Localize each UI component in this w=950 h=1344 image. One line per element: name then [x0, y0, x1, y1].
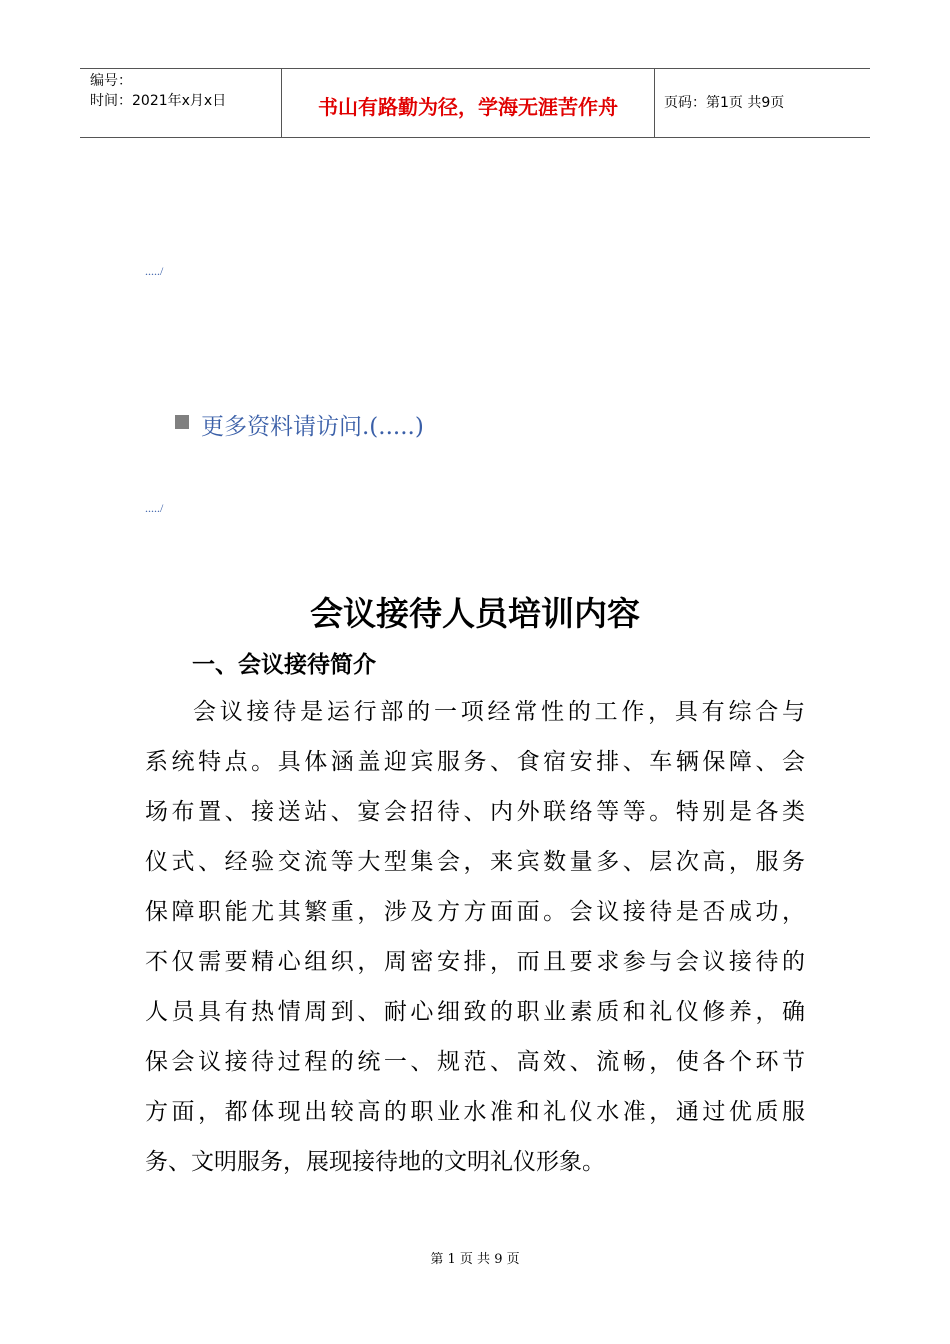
- page-code: 页码：第1页 共9页: [664, 95, 785, 111]
- more-info-line[interactable]: [175, 408, 424, 441]
- more-info-link[interactable]: 更多资料请访问.(.....): [201, 414, 424, 440]
- paragraph-line: 系统特点。具体涵盖迎宾服务、食宿安排、车辆保障、会: [145, 749, 805, 775]
- header-left-cell: [80, 69, 281, 137]
- time-label: 时间：2021年x月x日: [90, 93, 227, 109]
- dots-link-bottom[interactable]: ...../: [145, 501, 164, 515]
- square-bullet-icon: [175, 415, 189, 429]
- paragraph-line: 保障职能尤其繁重，涉及方方面面。会议接待是否成功，: [145, 899, 805, 925]
- header-mid-cell: [281, 69, 655, 137]
- number-label: 编号：: [90, 73, 132, 89]
- paragraph-line: 务、文明服务，展现接待地的文明礼仪形象。: [145, 1149, 605, 1175]
- paragraph-line: 仪式、经验交流等大型集会，来宾数量多、层次高，服务: [145, 849, 805, 875]
- paragraph-line: 人员具有热情周到、耐心细致的职业素质和礼仪修养，确: [145, 999, 805, 1025]
- section-heading: 一、会议接待简介: [192, 652, 376, 678]
- paragraph-line: 方面，都体现出较高的职业水准和礼仪水准，通过优质服: [145, 1099, 805, 1125]
- document-title: 会议接待人员培训内容: [310, 594, 640, 633]
- paragraph-line: 会议接待是运行部的一项经常性的工作，具有综合与: [193, 699, 805, 725]
- paragraph-line: 场布置、接送站、宴会招待、内外联络等等。特别是各类: [145, 799, 805, 825]
- page-footer: 第 1 页 共 9 页: [430, 1252, 520, 1267]
- body-paragraph: [145, 687, 805, 1187]
- dots-link-top[interactable]: ...../: [145, 264, 164, 278]
- document-header: [80, 68, 870, 138]
- paragraph-line: 不仅需要精心组织，周密安排，而且要求参与会议接待的: [145, 949, 805, 975]
- paragraph-line: 保会议接待过程的统一、规范、高效、流畅，使各个环节: [145, 1049, 805, 1075]
- header-right-cell: [654, 69, 870, 137]
- header-motto: 书山有路勤为径，学海无涯苦作舟: [318, 95, 618, 119]
